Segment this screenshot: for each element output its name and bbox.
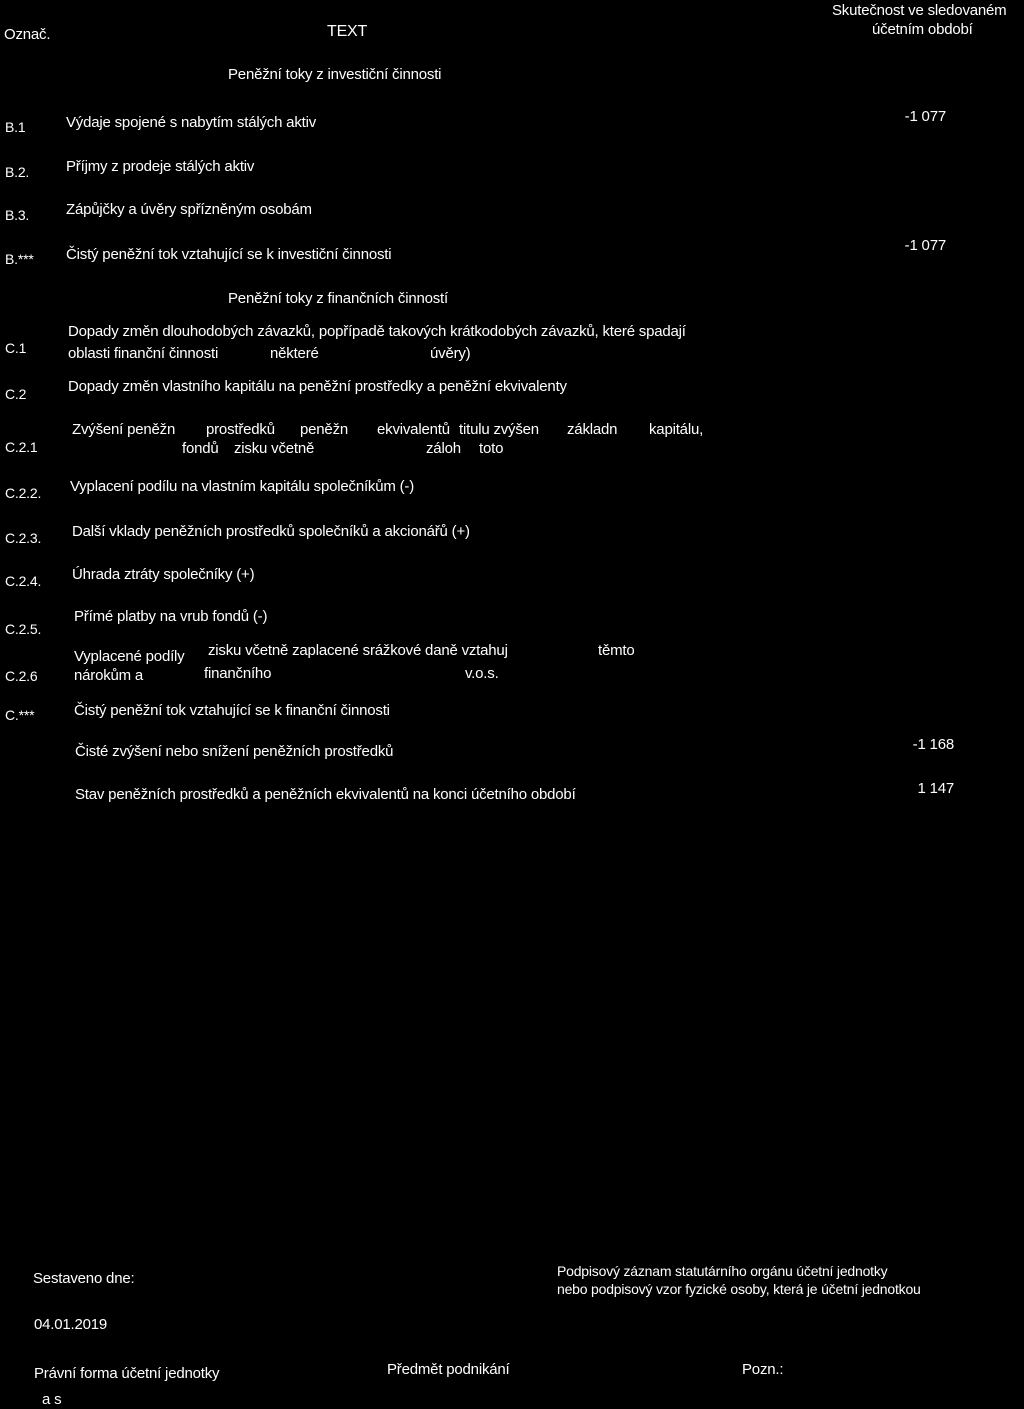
row-c22-code: C.2.2.	[5, 485, 42, 501]
row-c21-l2d: toto	[479, 440, 504, 457]
net-change-value: -1 168	[912, 736, 954, 753]
row-c23-code: C.2.3.	[5, 530, 42, 546]
pozn-label: Pozn.:	[742, 1361, 784, 1378]
row-c2-code: C.2	[5, 386, 27, 402]
row-c2-label: Dopady změn vlastního kapitálu na peněžní prostředky a peněžní ekvivalenty	[68, 378, 567, 395]
row-c21-l1e: titulu zvýšen	[459, 421, 539, 438]
row-b-total-value: -1 077	[904, 237, 946, 254]
header-skutecnost-2: účetním období	[872, 21, 973, 38]
row-c23-label: Další vklady peněžních prostředků společníků a akcionářů (+)	[72, 523, 470, 540]
row-c1-code: C.1	[5, 340, 27, 356]
row-c21-l1f: základn	[567, 421, 618, 438]
row-c26-code: C.2.6	[5, 668, 38, 684]
header-text: TEXT	[327, 23, 368, 40]
row-c26-l1c: těmto	[598, 642, 635, 659]
row-c26-l2c: v.o.s.	[465, 665, 499, 682]
row-c-total-label: Čistý peněžní tok vztahující se k finanční činnosti	[74, 702, 390, 719]
header-oznac: Označ.	[4, 26, 51, 43]
section-c-title: Peněžní toky z finančních činností	[228, 290, 448, 307]
row-c21-l2b: zisku včetně	[234, 440, 315, 457]
row-b1-code: B.1	[5, 119, 26, 135]
row-c25-code: C.2.5.	[5, 621, 42, 637]
row-b-total-label: Čistý peněžní tok vztahující se k investiční činnosti	[66, 246, 392, 263]
sestaveno-date: 04.01.2019	[34, 1316, 108, 1333]
row-b3-code: B.3.	[5, 207, 30, 223]
row-c1-line2a: oblasti finanční činnosti	[68, 345, 219, 362]
end-balance-value: 1 147	[917, 780, 954, 797]
row-c24-code: C.2.4.	[5, 573, 42, 589]
row-c21-l1c: peněžn	[300, 421, 349, 438]
row-c21-l2a: fondů	[182, 440, 219, 457]
row-b3-label: Zápůjčky a úvěry spřízněným osobám	[66, 201, 312, 218]
row-b1-value: -1 077	[904, 108, 946, 125]
row-c21-l1a: Zvýšení peněžn	[72, 421, 176, 438]
row-c1-line1: Dopady změn dlouhodobých závazků, popřípadě takových krátkodobých závazků, které spadají	[68, 323, 686, 340]
row-c21-l2c: záloh	[426, 440, 461, 457]
row-c26-l2b: finančního	[204, 665, 272, 682]
row-c21-l1g: kapitálu,	[649, 421, 704, 438]
row-c1-line2b: některé	[270, 345, 319, 362]
row-c26-l1a: Vyplacené podíly	[74, 648, 185, 665]
row-c21-l1d: ekvivalentů	[377, 421, 450, 438]
row-c22-label: Vyplacení podílu na vlastním kapitálu společníkům (-)	[70, 478, 415, 495]
net-change-label: Čisté zvýšení nebo snížení peněžních prostředků	[75, 743, 394, 760]
row-b2-label: Příjmy z prodeje stálých aktiv	[66, 158, 255, 175]
row-c24-label: Úhrada ztráty společníky (+)	[72, 566, 255, 583]
sestaveno-label: Sestaveno dne:	[33, 1270, 135, 1287]
pravni-forma-value: a s	[42, 1391, 62, 1408]
row-b-total-code: B.***	[5, 251, 34, 267]
row-b2-code: B.2.	[5, 164, 30, 180]
row-c-total-code: C.***	[5, 707, 35, 723]
row-c26-l1b: zisku včetně zaplacené srážkové daně vztahuj	[208, 642, 508, 659]
row-b1-label: Výdaje spojené s nabytím stálých aktiv	[66, 114, 317, 131]
section-b-title: Peněžní toky z investiční činnosti	[228, 66, 442, 83]
podpis-line2: nebo podpisový vzor fyzické osoby, která je účetní jednotkou	[557, 1281, 921, 1297]
row-c26-l2a: nárokům a	[74, 667, 144, 684]
predmet-label: Předmět podnikání	[387, 1361, 510, 1378]
end-balance-label: Stav peněžních prostředků a peněžních ekvivalentů na konci účetního období	[75, 786, 576, 803]
podpis-line1: Podpisový záznam statutárního orgánu účetní jednotky	[557, 1263, 888, 1279]
pravni-forma-label: Právní forma účetní jednotky	[34, 1365, 220, 1382]
row-c1-line2c: úvěry)	[430, 345, 471, 362]
header-skutecnost-1: Skutečnost ve sledovaném	[832, 2, 1007, 19]
row-c25-label: Přímé platby na vrub fondů (-)	[74, 608, 268, 625]
row-c21-code: C.2.1	[5, 439, 38, 455]
row-c21-l1b: prostředků	[206, 421, 275, 438]
